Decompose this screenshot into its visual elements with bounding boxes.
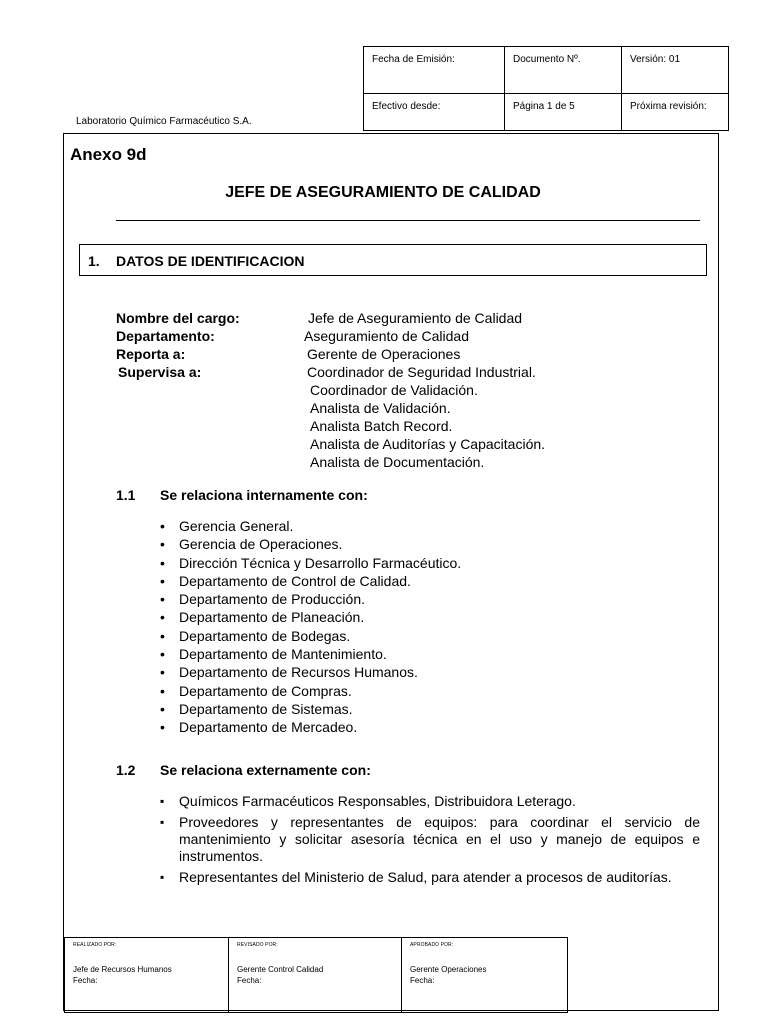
section-1-2-number: 1.2: [116, 762, 136, 778]
pagina-cell: Página 1 de 5: [505, 94, 622, 131]
efectivo-desde-cell: Efectivo desde:: [364, 94, 505, 131]
supervisa-label: Supervisa a:: [118, 364, 202, 380]
company-name: Laboratorio Químico Farmacéutico S.A.: [76, 116, 252, 127]
supervisa-value: Analista Batch Record.: [310, 418, 453, 434]
list-item: • Departamento de Recursos Humanos.: [160, 663, 461, 681]
aprobado-cell: [402, 938, 568, 1013]
list-item: • Gerencia de Operaciones.: [160, 535, 461, 553]
list-item: • Departamento de Compras.: [160, 682, 461, 700]
list-item: • Departamento de Control de Calidad.: [160, 572, 461, 590]
section-1-1-number: 1.1: [116, 487, 136, 503]
list-item: • Departamento de Mantenimiento.: [160, 645, 461, 663]
section-1-number: 1.: [88, 253, 100, 269]
proxima-revision-cell: Próxima revisión:: [622, 94, 729, 131]
supervisa-value: Analista de Documentación.: [310, 454, 485, 470]
revisado-caption: REVISADO POR:: [237, 942, 278, 948]
anexo-label: Anexo 9d: [70, 145, 147, 164]
fecha-emision-cell: Fecha de Emisión:: [364, 47, 505, 94]
list-item: • Dirección Técnica y Desarrollo Farmacéutico.: [160, 554, 461, 572]
section-1-1-title: Se relaciona internamente con:: [160, 487, 368, 503]
document-title: JEFE DE ASEGURAMIENTO DE CALIDAD: [225, 184, 541, 201]
list-item: • Departamento de Mercadeo.: [160, 718, 461, 736]
aprobado-name: Gerente Operaciones: [410, 965, 487, 974]
version-cell: Versión: 01: [622, 47, 729, 94]
departamento-value: Aseguramiento de Calidad: [304, 328, 469, 344]
list-item: • Gerencia General.: [160, 517, 461, 535]
departamento-label: Departamento:: [116, 328, 215, 344]
list-item: • Departamento de Bodegas.: [160, 627, 461, 645]
supervisa-value: Analista de Validación.: [310, 400, 451, 416]
realizado-caption: REALIZADO POR:: [73, 942, 117, 948]
approval-signature-table: [64, 937, 568, 1013]
supervisa-value: Coordinador de Validación.: [310, 382, 478, 398]
internal-relations-list: [160, 517, 461, 737]
list-item: • Departamento de Sistemas.: [160, 700, 461, 718]
realizado-name: Jefe de Recursos Humanos: [73, 965, 172, 974]
section-1-2-title: Se relaciona externamente con:: [160, 762, 371, 778]
reporta-label: Reporta a:: [116, 346, 186, 362]
external-relations-list: [160, 793, 700, 890]
list-item: ▪ Proveedores y representantes de equipos: para coordinar el servicio de mantenimiento y solicitar asesoría técnica en el uso y manejo de equipos e instrumentos.: [160, 814, 700, 865]
supervisa-value: Analista de Auditorías y Capacitación.: [310, 436, 546, 452]
list-item: • Departamento de Producción.: [160, 590, 461, 608]
revisado-name: Gerente Control Calidad: [237, 965, 324, 974]
documento-numero-cell: Documento Nº.: [505, 47, 622, 94]
revisado-cell: [229, 938, 402, 1013]
list-item: ▪ Químicos Farmacéuticos Responsables, Distribuidora Leterago.: [160, 793, 700, 810]
list-item: • Departamento de Planeación.: [160, 608, 461, 626]
section-1-title: DATOS DE IDENTIFICACION: [116, 253, 305, 269]
revisado-fecha: Fecha:: [237, 976, 262, 985]
reporta-value: Gerente de Operaciones: [307, 346, 461, 362]
realizado-cell: [65, 938, 229, 1013]
list-item: ▪ Representantes del Ministerio de Salud, para atender a procesos de auditorías.: [160, 869, 700, 886]
aprobado-caption: APROBADO POR:: [410, 942, 454, 948]
realizado-fecha: Fecha:: [73, 976, 98, 985]
nombre-cargo-label: Nombre del cargo:: [116, 310, 240, 326]
supervisa-value: Coordinador de Seguridad Industrial.: [307, 364, 536, 380]
aprobado-fecha: Fecha:: [410, 976, 435, 985]
document-control-table: [363, 46, 729, 131]
nombre-cargo-value: Jefe de Aseguramiento de Calidad: [308, 310, 523, 326]
title-divider: [116, 220, 700, 221]
